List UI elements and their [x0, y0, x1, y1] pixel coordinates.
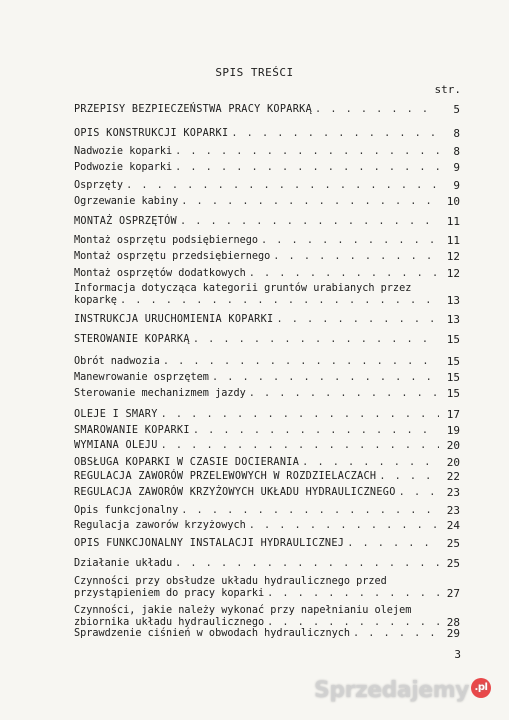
- dot-leader: [249, 388, 439, 400]
- dot-leader: [181, 505, 439, 517]
- toc-entry-text: OLEJE I SMARY: [74, 409, 158, 420]
- dot-leader: [163, 356, 439, 368]
- toc-entry-text: Działanie układu: [74, 558, 173, 569]
- toc-entry-text: Podwozie koparki: [74, 162, 173, 173]
- toc-entry-text: WYMIANA OLEJU: [74, 440, 158, 451]
- toc-entry-page: 9: [453, 179, 460, 192]
- toc-entry-text: Opis funkcjonalny: [74, 505, 179, 516]
- toc-entry-page: 23: [446, 486, 460, 499]
- toc-entry: [74, 576, 460, 600]
- toc-entry-page: 11: [446, 215, 460, 228]
- toc-entry-page: 5: [453, 103, 460, 116]
- toc-entry-page: 8: [453, 127, 460, 140]
- dot-leader: [181, 196, 439, 208]
- toc-entry-text: Nadwozie koparki: [74, 146, 173, 157]
- page-number: 3: [454, 648, 461, 661]
- toc-entry: [74, 235, 460, 247]
- dot-leader: [120, 295, 439, 307]
- toc-entry: [74, 605, 460, 629]
- dot-leader: [273, 251, 439, 263]
- toc-entry-text: INSTRUKCJA URUCHOMIENIA KOPARKI: [74, 314, 274, 325]
- toc-entry-page: 22: [446, 470, 460, 483]
- toc-entry-text: OPIS KONSTRUKCJI KOPARKI: [74, 128, 229, 139]
- toc-entry: [74, 251, 460, 263]
- toc-entry: [74, 628, 460, 640]
- toc-entry-text: Montaż osprzętu przedsiębiernego: [74, 251, 271, 262]
- dot-leader: [175, 146, 439, 158]
- toc-entry: [74, 180, 460, 192]
- toc-entry-page: 12: [446, 250, 460, 263]
- toc-entry-page: 29: [446, 627, 460, 640]
- toc-entry-text: Montaż osprzętu podsiębiernego: [74, 235, 259, 246]
- toc-entry: [74, 104, 460, 116]
- toc-entry: [74, 128, 460, 140]
- toc-entry: [74, 471, 460, 483]
- toc-entry-page: 19: [446, 424, 460, 437]
- dot-leader: [175, 558, 439, 570]
- dot-leader: [231, 128, 439, 140]
- toc-entry-text: zbiornika układu hydraulicznego: [74, 617, 265, 628]
- toc-entry-page: 8: [453, 145, 460, 158]
- toc-entry-text: Ogrzewanie kabiny: [74, 196, 179, 207]
- toc-entry: [74, 268, 460, 280]
- toc-entry-text: Manewrowanie osprzętem: [74, 372, 209, 383]
- toc-entry-text: STEROWANIE KOPARKĄ: [74, 334, 190, 345]
- dot-leader: [180, 216, 439, 228]
- toc-entry-text: OPIS FUNKCJONALNY INSTALACJI HYDRAULICZNEJ: [74, 538, 345, 549]
- dot-leader: [267, 588, 439, 600]
- toc-entry-text: SMAROWANIE KOPARKI: [74, 425, 190, 436]
- toc-entry-text: Montaż osprzętów dodatkowych: [74, 268, 246, 279]
- toc-entry: [74, 372, 460, 384]
- toc-entry-text-line1: Czynności przy obsłudze układu hydraulicznego przed: [74, 576, 387, 587]
- toc-entry: [74, 146, 460, 158]
- dot-leader: [193, 425, 439, 437]
- dot-leader: [276, 314, 439, 326]
- page-title: SPIS TREŚCI: [215, 66, 294, 79]
- toc-entry-page: 28: [446, 616, 460, 629]
- toc-entry-page: 23: [446, 504, 460, 517]
- toc-entry: [74, 487, 460, 499]
- toc-entry-page: 15: [446, 333, 460, 346]
- dot-leader: [249, 268, 439, 280]
- toc-entry-text: OBSŁUGA KOPARKI W CZASIE DOCIERANIA: [74, 457, 300, 468]
- toc-entry-page: 20: [446, 439, 460, 452]
- toc-entry-page: 25: [446, 537, 460, 550]
- toc-entry: [74, 334, 460, 346]
- toc-entry: [74, 520, 460, 532]
- toc-entry-text: Sprawdzenie ciśnień w obwodach hydraulicznych: [74, 628, 351, 639]
- toc-entry-page: 15: [446, 371, 460, 384]
- dot-leader: [161, 440, 439, 452]
- toc-entry-page: 15: [446, 387, 460, 400]
- toc-entry: [74, 409, 460, 421]
- dot-leader: [212, 372, 439, 384]
- dot-leader: [249, 520, 439, 532]
- toc-entry-page: 17: [446, 408, 460, 421]
- toc-entry-text: Sterowanie mechanizmem jazdy: [74, 388, 246, 399]
- toc-entry-page: 25: [446, 557, 460, 570]
- watermark-text: Sprzedajemy: [314, 678, 469, 703]
- toc-entry-text: Obrót nadwozia: [74, 356, 160, 367]
- toc-entry: [74, 283, 460, 307]
- toc-entry: [74, 425, 460, 437]
- dot-leader: [379, 471, 439, 483]
- toc-entry-page: 24: [446, 519, 460, 532]
- dot-leader: [175, 162, 439, 174]
- toc-entry-text: Regulacja zaworów krzyżowych: [74, 520, 246, 531]
- dot-leader: [399, 487, 439, 499]
- toc-entry-page: 10: [446, 195, 460, 208]
- toc-entry-text: MONTAŻ OSPRZĘTÓW: [74, 216, 177, 227]
- page-column-label: str.: [434, 83, 461, 96]
- toc-entry: [74, 457, 460, 469]
- toc-entry-text: koparkę: [74, 295, 117, 306]
- toc-entry: [74, 388, 460, 400]
- toc-entry-text-line1: Czynności, jakie należy wykonać przy napełnianiu olejem: [74, 605, 412, 616]
- dot-leader: [315, 104, 439, 116]
- toc-entry: [74, 440, 460, 452]
- toc-entry-page: 11: [446, 234, 460, 247]
- toc-entry: [74, 314, 460, 326]
- toc-entry: [74, 162, 460, 174]
- toc-entry-text: REGULACJA ZAWORÓW PRZELEWOWYCH W ROZDZIELACZACH: [74, 471, 377, 482]
- toc-entry-page: 13: [446, 313, 460, 326]
- dot-leader: [347, 538, 439, 550]
- dot-leader: [302, 457, 439, 469]
- dot-leader: [261, 235, 439, 247]
- toc-entry: [74, 196, 460, 208]
- toc-entry-text: PRZEPISY BEZPIECZEŃSTWA PRACY KOPARKĄ: [74, 104, 313, 115]
- toc-entry: [74, 558, 460, 570]
- toc-entry-page: 12: [446, 267, 460, 280]
- toc-entry-page: 9: [453, 161, 460, 174]
- dot-leader: [193, 334, 439, 346]
- toc-entry-page: 20: [446, 456, 460, 469]
- toc-entry-page: 13: [446, 294, 460, 307]
- toc-entry-text-line1: Informacja dotycząca kategorii gruntów urabianych przez: [74, 283, 412, 294]
- watermark-tld: .pl: [471, 678, 491, 698]
- toc-entry: [74, 356, 460, 368]
- toc-entry-page: 15: [446, 355, 460, 368]
- toc-entry: [74, 538, 460, 550]
- dot-leader: [353, 628, 439, 640]
- toc-entry-page: 27: [446, 587, 460, 600]
- dot-leader: [126, 180, 439, 192]
- watermark-logo: [314, 678, 491, 703]
- toc-entry-text: przystąpieniem do pracy koparki: [74, 588, 265, 599]
- toc-entry: [74, 505, 460, 517]
- toc-entry: [74, 216, 460, 228]
- toc-entry-text: Osprzęty: [74, 180, 124, 191]
- dot-leader: [161, 409, 439, 421]
- toc-entry-text: REGULACJA ZAWORÓW KRZYŻOWYCH UKŁADU HYDRAULICZNEGO: [74, 487, 396, 498]
